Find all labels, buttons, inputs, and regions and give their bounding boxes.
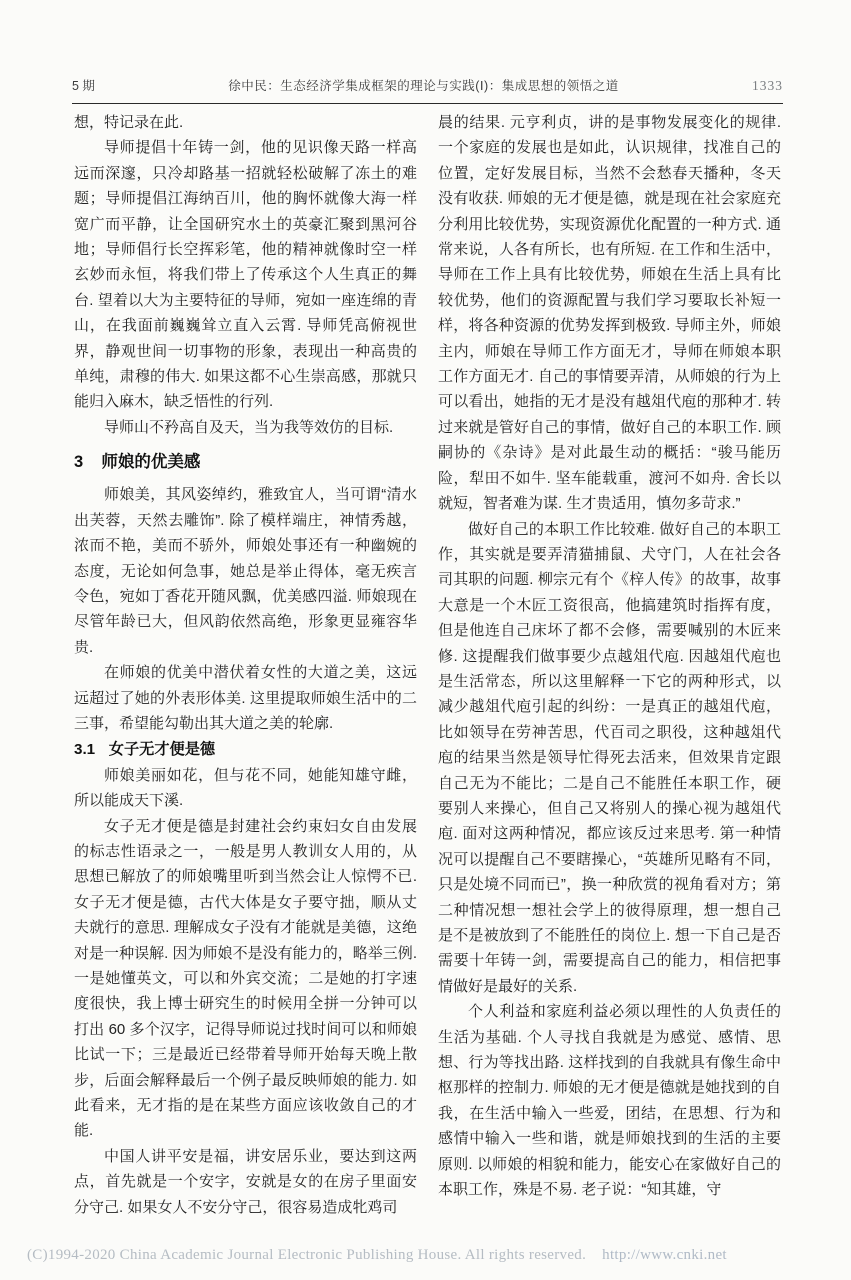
paragraph-continuation: 想，特记录在此. bbox=[74, 114, 184, 131]
paragraph-flower: 师娘美丽如花，但与花不同，她能知雄守雌，所以能成天下溪. bbox=[74, 766, 417, 810]
paragraph-morning-result: 晨的结果. 元亨利贞，讲的是事物发展变化的规律. 一个家庭的发展也是如此，认识规律，找准自己的位置，定好发展目标，当然不会愁春天播种，冬天没有收获. 师娘的无才便是德，就是现在社会家庭充分利用比较优势，实现资源优化配置的一种方式. 通常来说，人各有所长，也有所短. 在工作和生活中，导师在工作上具有比较优势，师娘在生活上具有比较优势，他们的资源配置与我们学习要取长补短一样，将各种资源的优势发挥到极致. 导师主外，师娘主内，师娘在导师工作方面无才，导师在师娘本职工作方面无才. 自己的事情要弄清，从师娘的行为上可以看出，她指的无才是没有越俎代庖的那种才. 转过来就是管好自己的事情，做好自己的本职工作. 顾嗣协的《杂诗》是对此最生动的概括：“骏马能历险，犁田不如牛. 坚车能载重，渡河不如舟. 舍长以就短，智者难为谋. 生才贵适用，慎勿多苛求.” bbox=[438, 114, 781, 513]
page-footer bbox=[27, 1247, 827, 1264]
section-heading bbox=[74, 449, 417, 475]
paragraph-peace: 中国人讲平安是福，讲安居乐业，要达到这两点，首先就是一个安字，安就是女的在房子里面安分守己. 如果女人不安分守己，很容易造成牝鸡司 bbox=[74, 1147, 417, 1216]
column-left bbox=[74, 110, 417, 1220]
paragraph-dao-beauty: 在师娘的优美中潜伏着女性的大道之美，这远远超过了她的外表形体美. 这里提取师娘生活中的二三事，希望能勾勒出其大道之美的轮廓. bbox=[74, 664, 417, 732]
subsection-heading bbox=[74, 737, 417, 762]
paragraph-virtue: 女子无才便是德是封建社会约束妇女自由发展的标志性语录之一，一般是男人教训女人用的，从思想已解放了的师娘嘴里听到当然会让人惊愕不已. 女子无才便是德，古代大体是女子要守拙，顺从丈夫就行的意思. 理解成女子没有才能就是美德，这绝对是一种误解. 因为师娘不是没有能力的，略举三例. 一是她懂英文，可以和外宾交流；二是她的打字速度很快，我上博士研究生的时候用全拼一分钟可以打出 60 多个汉字，记得导师说过找时间可以和师娘比试一下；三是最近已经带着导师开始每天晚上散步，后面会解释最后一个例子最反映师娘的能力. 如此看来，无才指的是在某些方面应该收敛自己的才能. bbox=[74, 817, 417, 1140]
paragraph-own-duty: 做好自己的本职工作比较难. 做好自己的本职工作，其实就是要弄清猫捕鼠、犬守门，人在社会各司其职的问题. 柳宗元有个《梓人传》的故事，故事大意是一个木匠工资很高，他搞建筑时指挥有度，但是他连自己床坏了都不会修，需要喊别的木匠来修. 这提醒我们做事要少点越俎代庖. 因越俎代庖也是生活常态，所以这里解释一下它的两种形式，以减少越俎代庖引起的纠纷：一是真正的越俎代庖，比如领导在劳神苦思，代百司之职役，这种越俎代庖的结果当然是领导忙得死去活来，但效果肯定跟自己无为不能比；二是自己不能胜任本职工作，硬要别人来操心，但自己又将别人的操心视为越俎代庖. 面对这两种情况，都应该反过来思考. 第一种情况可以提醒自己不要瞎操心，“英雄所见略有不同，只是处境不同而已”，换一种欣赏的视角看对方；第二种情况想一想社会学上的彼得原理，想一想自己是不是被放到了不能胜任的岗位上. 想一下自己是否需要十年铸一剑，需要提高自己的能力，相信把事情做好是最好的关系. bbox=[438, 520, 781, 995]
paragraph-mentor-goal: 导师山不矜高自及天，当为我等效仿的目标. bbox=[104, 418, 394, 436]
column-right bbox=[438, 110, 781, 1220]
footer-url: http://www.cnki.net bbox=[602, 1247, 727, 1263]
subsection-number: 3.1 bbox=[74, 741, 96, 759]
subsection-title: 女子无才便是德 bbox=[108, 741, 216, 759]
running-title: 徐中民：生态经济学集成框架的理论与实践(Ⅰ)：集成思想的领悟之道 bbox=[228, 79, 619, 93]
section-title: 师娘的优美感 bbox=[101, 453, 201, 472]
footer-copyright: (C)1994-2020 China Academic Journal Electronic Publishing House. All rights reserved. bbox=[27, 1247, 587, 1263]
paragraph-shiniang-beauty: 师娘美，其风姿绰约，雅致宜人，当可谓“清水出芙蓉，天然去雕饰”. 除了模样端庄，神情秀越，浓而不艳，美而不骄外，师娘处事还有一种幽婉的态度，无论如何急事，她总是举止得体，毫无疾言令色，宛如丁香花开随风飘，优美感四溢. 师娘现在尽管年龄已大，但风韵依然高绝，形象更显雍容华贵. bbox=[74, 486, 417, 656]
section-number: 3 bbox=[74, 453, 84, 472]
paragraph-mentor-praise: 导师提倡十年铸一剑，他的见识像天路一样高远而深邃，只冷却路基一招就轻松破解了冻土的难题；导师提倡江海纳百川，他的胸怀就像大海一样宽广而平静，让全国研究水土的英豪汇聚到黑河谷地；导师倡行长空挥彩笔，他的精神就像时空一样玄妙而永恒，将我们带上了传承这个人生真正的舞台. 望着以大为主要特征的导师，宛如一座连绵的青山，在我面前巍巍耸立直入云霄. 导师凭高俯视世界，静观世间一切事物的形象，表现出一种高贵的单纯，肃穆的伟大. 如果这都不心生崇高感，那就只能归入麻木，缺乏悟性的行列. bbox=[74, 139, 417, 411]
page-header bbox=[72, 76, 783, 104]
issue-number: 5 期 bbox=[72, 79, 95, 93]
text-columns bbox=[74, 110, 782, 1220]
page-number: 1333 bbox=[752, 78, 783, 93]
paragraph-personal-interest: 个人利益和家庭利益必须以理性的人负责任的生活为基础. 个人寻找自我就是为感觉、感情、思想、行为等找出路. 这样找到的自我就具有像生命中枢那样的控制力. 师娘的无才便是德就是她找到的自我，在生活中输入一些爱，团结，在思想、行为和感情中输入一些和谐，就是师娘找到的生活的主要原则. 以师娘的相貌和能力，能安心在家做好自己的本职工作，殊是不易. 老子说：“知其雄，守 bbox=[438, 1003, 781, 1199]
